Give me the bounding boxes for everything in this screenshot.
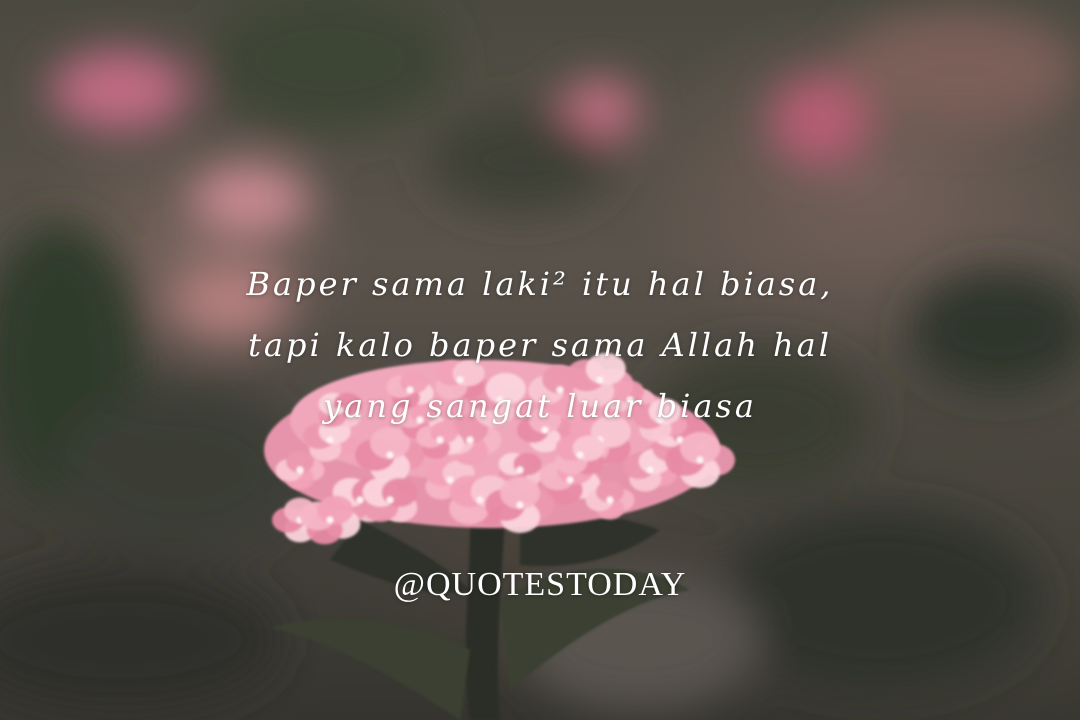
flower-stem-and-leaves <box>270 515 690 720</box>
floret <box>362 478 417 522</box>
watermark-handle: @QUOTESTODAY <box>393 566 687 603</box>
quote-text <box>190 254 890 437</box>
quote-line: yang sangat luar biasa <box>323 387 757 425</box>
quote-line: tapi kalo baper sama Allah hal <box>248 326 832 364</box>
floret <box>555 435 604 474</box>
quote-line: Baper sama laki² itu hal biasa, <box>246 265 834 303</box>
